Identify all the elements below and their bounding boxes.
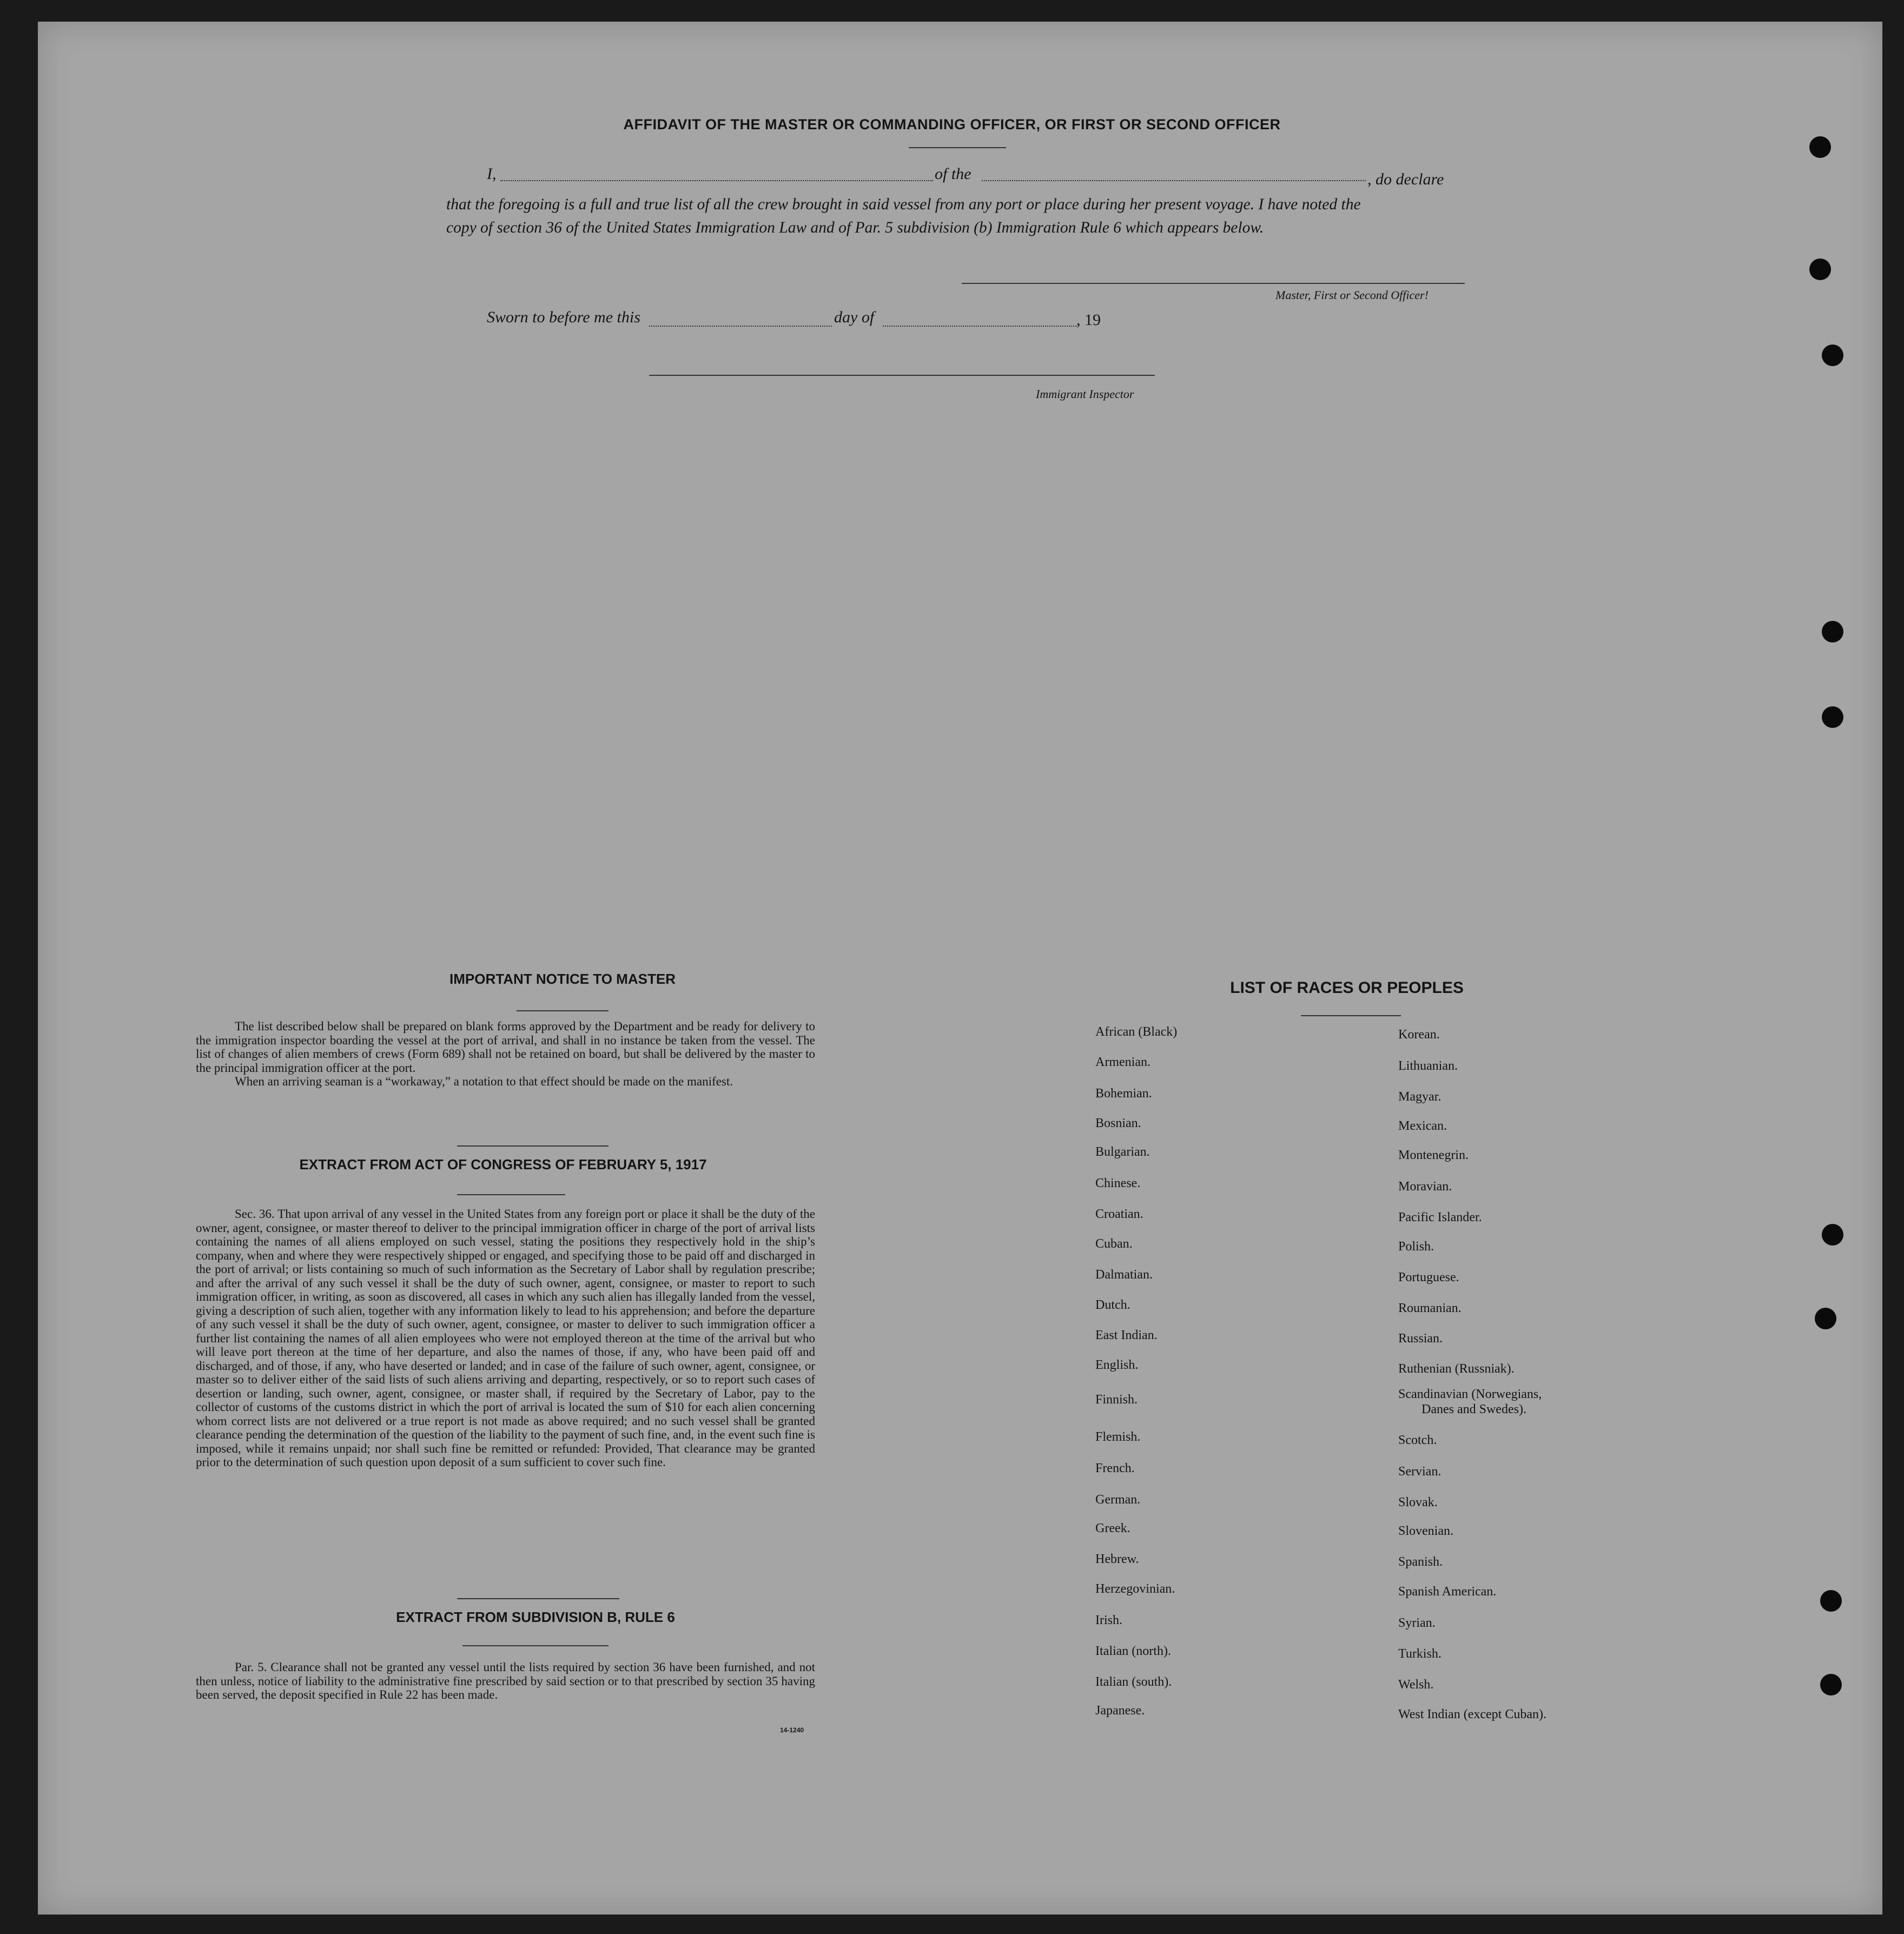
- binder-hole: [1820, 1590, 1842, 1612]
- race-entry: Dutch.: [1095, 1298, 1130, 1312]
- race-entry: Korean.: [1398, 1028, 1440, 1042]
- race-entry: Turkish.: [1398, 1647, 1442, 1661]
- race-entry-continuation: Danes and Swedes).: [1422, 1402, 1526, 1416]
- race-entry: Italian (north).: [1095, 1644, 1171, 1658]
- form-number: 14-1240: [780, 1726, 804, 1734]
- races-underline: [1301, 1015, 1401, 1016]
- affidavit-i-label: I,: [487, 165, 497, 183]
- affidavit-declare-label: , do declare: [1367, 170, 1444, 188]
- race-entry: Montenegrin.: [1398, 1148, 1469, 1162]
- binder-hole: [1809, 259, 1831, 280]
- race-entry: African (Black): [1095, 1025, 1178, 1039]
- race-entry: Bulgarian.: [1095, 1145, 1150, 1159]
- rule-extract-underline: [462, 1645, 609, 1646]
- race-entry: Croatian.: [1095, 1207, 1143, 1221]
- day-of-label: day of: [834, 308, 875, 326]
- race-entry: Polish.: [1398, 1240, 1434, 1254]
- race-entry: Magyar.: [1398, 1090, 1442, 1104]
- year-label: , 19: [1076, 311, 1101, 329]
- act-extract-title: EXTRACT FROM ACT OF CONGRESS OF FEBRUARY 5, 1917: [299, 1156, 707, 1173]
- master-signature-caption: Master, First or Second Officer!: [1275, 288, 1429, 302]
- race-entry: Slovak.: [1398, 1495, 1438, 1509]
- race-entry: Irish.: [1095, 1613, 1122, 1627]
- binder-hole: [1822, 621, 1843, 643]
- race-entry: Scotch.: [1398, 1433, 1437, 1447]
- affidavit-of-the-label: of the: [935, 165, 971, 183]
- race-entry: Cuban.: [1095, 1237, 1133, 1251]
- binder-hole: [1822, 706, 1843, 728]
- race-entry: Mexican.: [1398, 1119, 1447, 1133]
- race-entry: Slovenian.: [1398, 1524, 1453, 1538]
- race-entry: Spanish.: [1398, 1555, 1443, 1569]
- notice-paragraph-2: When an arriving seaman is a “workaway,” a notation to that effect should be made on the manifest.: [235, 1075, 733, 1088]
- race-entry: Herzegovinian.: [1095, 1582, 1175, 1596]
- race-entry: Chinese.: [1095, 1176, 1141, 1190]
- inspector-signature-line: [649, 375, 1155, 376]
- race-entry: Portuguese.: [1398, 1270, 1459, 1284]
- race-entry: Greek.: [1095, 1521, 1130, 1535]
- races-title: LIST OF RACES OR PEOPLES: [1230, 979, 1464, 997]
- race-entry: Flemish.: [1095, 1430, 1141, 1444]
- act-extract-underline: [457, 1194, 565, 1195]
- race-entry: Lithuanian.: [1398, 1059, 1458, 1073]
- notice-underline: [517, 1010, 609, 1011]
- affidavit-line-3: copy of section 36 of the United States Immigration Law and of Par. 5 subdivision (b) Immigration Rule 6 which appears below.: [446, 219, 1264, 236]
- race-entry: English.: [1095, 1358, 1139, 1372]
- binder-hole: [1822, 1224, 1843, 1246]
- race-entry: Ruthenian (Russniak).: [1398, 1362, 1515, 1376]
- par-5-text: Par. 5. Clearance shall not be granted any vessel until the lists required by section 36 have been furnished, and not then unless, notice of liability to the administrative fine prescribed by said section or to that prescribed by section 35 having been served, the deposit specified in Rule 22 has been made.: [196, 1660, 815, 1701]
- notice-paragraph-1: The list described below shall be prepared on blank forms approved by the Department and be ready for delivery to the immigration inspector boarding the vessel at the port of arrival, and shall in no instance be taken from the vessel. The list of changes of alien members of crews (Form 689) shall not be retained on board, but shall be delivered by the master to the principal immigration officer at the port.: [196, 1019, 815, 1075]
- notice-body: [196, 1019, 815, 1089]
- binder-hole: [1820, 1674, 1842, 1695]
- inspector-signature-caption: Immigrant Inspector: [1036, 387, 1134, 401]
- section-36-text: Sec. 36. That upon arrival of any vessel in the United States from any foreign port or place it shall be the duty of the owner, agent, consignee, or master thereof to deliver to the principal immigration officer in charge of the port of arrival lists containing the names of all aliens employed on such vessel, stating the positions they respectively hold in the ship’s company, when and where they were respectively shipped or engaged, and specifying those to be paid off and discharged in the port of arrival; or lists containing so much of such information as the Secretary of Labor shall by regulation prescribe; and after the arrival of any such vessel it shall be the duty of such owner, agent, consignee, or master to report to such immigration officer, in writing, as soon as discovered, all cases in which any such alien has illegally landed from the vessel, giving a description of such alien, together with any information likely to lead to his apprehension; and before the departure of any such vessel it shall be the duty of such owner, agent, consignee, or master to deliver to such immigration officer a further list containing the names of all alien employees who were not employed thereon at the time of the arrival but who will leave port thereon at the time of her departure, and also the names of those, if any, who have been paid off and discharged, and of those, if any, who have deserted or landed; and in case of the failure of such owner, agent, consignee, or master so to deliver either of the said lists of such aliens arriving and departing, respectively, or so to report such cases of desertion or landing, such owner, agent, consignee, or master shall, if required by the Secretary of Labor, pay to the collector of customs of the customs district in which the port of arrival is located the sum of $10 for each alien concerning whom correct lists are not delivered or a true report is not made as above required; and no such vessel shall be granted clearance pending the determination of the question of the liability to the payment of such fine, and, in the event such fine is imposed, while it remains unpaid; nor shall such fine be remitted or refunded: Provided, That clearance may be granted prior to the determination of such question upon deposit of a sum sufficient to cover such fine.: [196, 1207, 815, 1469]
- document-page: [38, 22, 1882, 1915]
- race-entry: Servian.: [1398, 1465, 1442, 1479]
- affidavit-line-2: that the foregoing is a full and true list of all the crew brought in said vessel from any port or place during her present voyage. I have noted the: [446, 196, 1361, 213]
- sworn-month-line: [883, 326, 1076, 327]
- race-entry: Bosnian.: [1095, 1116, 1141, 1130]
- race-entry: Finnish.: [1095, 1393, 1138, 1407]
- sworn-label: Sworn to before me this: [487, 308, 640, 326]
- act-extract-body: [196, 1207, 815, 1469]
- rule-extract-title: EXTRACT FROM SUBDIVISION B, RULE 6: [396, 1609, 675, 1625]
- race-entry: Scandinavian (Norwegians,: [1398, 1387, 1542, 1401]
- master-signature-line: [962, 283, 1465, 284]
- sworn-day-line: [649, 326, 832, 327]
- binder-hole: [1815, 1308, 1836, 1329]
- race-entry: Pacific Islander.: [1398, 1210, 1482, 1224]
- race-entry: Moravian.: [1398, 1180, 1452, 1194]
- race-entry: East Indian.: [1095, 1328, 1158, 1342]
- race-entry: German.: [1095, 1493, 1141, 1507]
- race-entry: Japanese.: [1095, 1704, 1145, 1718]
- race-entry: Welsh.: [1398, 1678, 1434, 1692]
- race-entry: Dalmatian.: [1095, 1268, 1153, 1282]
- race-entry: Russian.: [1398, 1332, 1443, 1346]
- race-entry: West Indian (except Cuban).: [1398, 1707, 1546, 1721]
- notice-divider: [457, 1145, 609, 1147]
- affidavit-title: AFFIDAVIT OF THE MASTER OR COMMANDING OFFICER, OR FIRST OR SECOND OFFICER: [623, 116, 1281, 133]
- race-entry: Roumanian.: [1398, 1301, 1462, 1315]
- race-entry: Hebrew.: [1095, 1552, 1139, 1566]
- title-underline: [909, 147, 1006, 148]
- rule-extract-body: [196, 1660, 815, 1702]
- name-field-line: [500, 180, 933, 181]
- race-entry: Syrian.: [1398, 1616, 1436, 1630]
- race-entry: French.: [1095, 1461, 1135, 1475]
- vessel-field-line: [982, 180, 1366, 181]
- race-entry: Armenian.: [1095, 1055, 1151, 1069]
- binder-hole: [1822, 345, 1843, 366]
- act-extract-divider: [457, 1598, 619, 1599]
- race-entry: Spanish American.: [1398, 1585, 1497, 1599]
- race-entry: Bohemian.: [1095, 1087, 1152, 1101]
- race-entry: Italian (south).: [1095, 1675, 1172, 1689]
- binder-hole: [1809, 136, 1831, 158]
- notice-title: IMPORTANT NOTICE TO MASTER: [449, 971, 676, 987]
